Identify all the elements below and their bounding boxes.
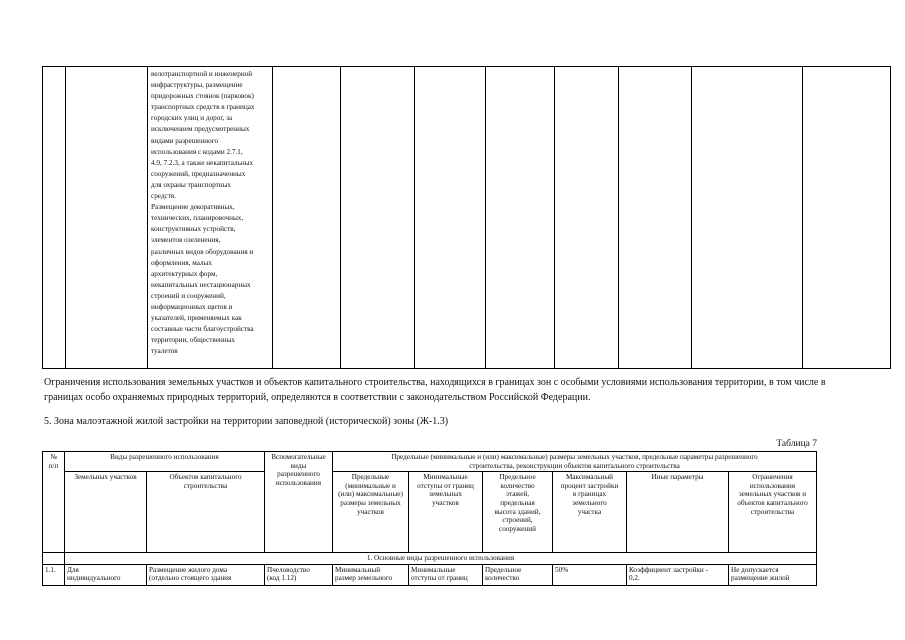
table-header-row <box>43 452 817 472</box>
table-cell <box>415 67 486 369</box>
header-coverage: Максимальный процент застройки в границах земельного участка <box>553 472 627 553</box>
table-cell <box>619 67 692 369</box>
section-heading: 5. Зона малоэтажной жилой застройки на территории заповедной (исторической) зоны (Ж-1.3) <box>44 416 449 427</box>
table-cell <box>43 67 66 369</box>
row-plot-size: Минимальный размер земельного <box>333 564 409 585</box>
table-row <box>43 67 891 369</box>
section-title: 1. Основные виды разрешенного использования <box>65 553 817 565</box>
row-setback: Минимальные отступы от границ <box>409 564 483 585</box>
row-other: Коэффициент застройки - 0,2. <box>627 564 729 585</box>
table-cell <box>148 67 273 369</box>
table-header-row <box>43 472 817 553</box>
table-cell <box>555 67 619 369</box>
header-restrictions: Ограничения использования земельных участков и объектов капитального строительства <box>729 472 817 553</box>
header-number: № п/п <box>43 452 65 553</box>
table-7 <box>42 451 817 586</box>
table-row <box>43 564 817 585</box>
header-capital-objects: Объектов капитального строительства <box>147 472 265 553</box>
table-cell <box>803 67 891 369</box>
header-other-parameters: Иные параметры <box>627 472 729 553</box>
row-land-use: Для индивидуального <box>65 564 147 585</box>
continued-table <box>42 66 891 369</box>
row-floors: Предельное количество <box>483 564 553 585</box>
header-setbacks: Минимальные отступы от границ земельных участков <box>409 472 483 553</box>
table-row <box>43 553 817 565</box>
table-cell <box>486 67 555 369</box>
header-auxiliary-uses: Вспомогательные виды разрешенного использования <box>265 452 333 553</box>
table-cell <box>341 67 415 369</box>
row-number: 1.1. <box>43 564 65 585</box>
header-floors: Предельное количество этажей, предельная высота зданий, строений, сооружений <box>483 472 553 553</box>
table-caption: Таблица 7 <box>776 439 817 449</box>
table-cell <box>273 67 341 369</box>
header-permitted-uses: Виды разрешенного использования <box>65 452 265 472</box>
row-coverage: 50% <box>553 564 627 585</box>
header-plot-sizes: Предельные (минимальные и (или) максимальные) размеры земельных участков <box>333 472 409 553</box>
restriction-paragraph: Ограничения использования земельных участков и объектов капитального строительства, находящихся в границах зон с особыми условиями использования территории, в том числе в границах особо охраняемых природных территорий, определяются в соответствии с законодательством Российской Федерации. <box>44 377 826 403</box>
row-auxiliary: Пчеловодство (код 1.12) <box>265 564 333 585</box>
header-limits: Предельные (минимальные и (или) максимальные) размеры земельных участков, предельные параметры разрешенного строительства, реконструкции объектов капитального строительства <box>333 452 817 472</box>
row-capital-object: Размещение жилого дома (отдельно стоящего здания <box>147 564 265 585</box>
header-land-plots: Земельных участков <box>65 472 147 553</box>
permitted-use-description: велотранспортной и инженерной инфраструктуры, размещение придорожных стоянок (парковок) транспортных средств в границах городских улиц и дорог, за исключением предусмотренных видами разрешенного использования с кодами 2.7.1, 4.9, 7.2.3, а также некапитальных сооружений, предназначенных для охраны транспортных средств. Размещение декоративных, технических, планировочных, конструктивных устройств, элементов озеленения, различных видов оборудования и оформления, малых архитектурных форм, некапитальных нестационарных строений и сооружений, информационных щитов и указателей, применяемых как составные части благоустройства территории, общественных туалетов <box>151 70 255 356</box>
table-cell <box>43 553 65 565</box>
row-restrictions: Не допускается размещение жилой <box>729 564 817 585</box>
table-cell <box>692 67 803 369</box>
table-cell <box>66 67 148 369</box>
